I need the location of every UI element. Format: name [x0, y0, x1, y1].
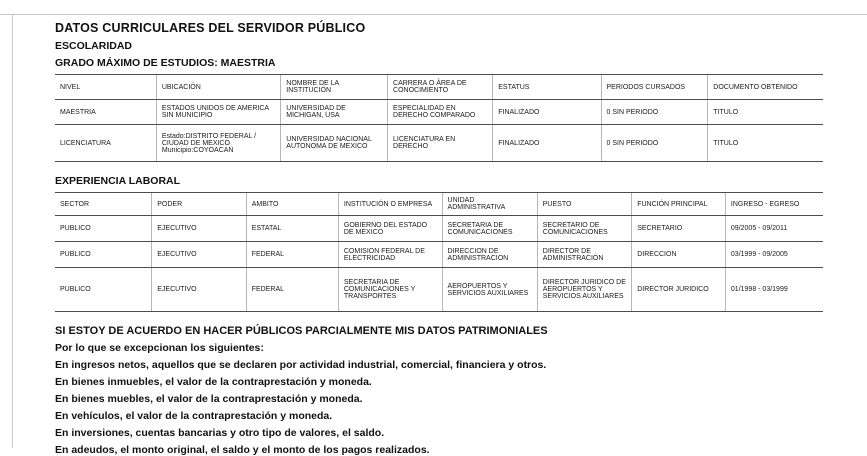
column-header: NOMBRE DE LA INSTITUCIÓN: [281, 75, 388, 100]
column-header: PUESTO: [537, 193, 631, 216]
grado-maximo-heading: GRADO MÁXIMO DE ESTUDIOS: MAESTRIA: [55, 57, 276, 69]
document-content: [55, 21, 823, 456]
cell-ambito: FEDERAL: [246, 242, 338, 268]
cell-ingreso-egreso: 03/1999 - 09/2005: [725, 242, 823, 268]
exception-item: En adeudos, el monto original, el saldo y el monto de los pagos realizados.: [55, 444, 430, 456]
cell-periodos: 0 SIN PERIODO: [601, 100, 708, 125]
cell-documento: TITULO: [708, 100, 823, 125]
exception-item: En bienes muebles, el valor de la contraprestación y moneda.: [55, 393, 363, 405]
page-title: DATOS CURRICULARES DEL SERVIDOR PÚBLICO: [55, 21, 366, 35]
cell-institucion: UNIVERSIDAD DE MICHIGAN, USA: [281, 100, 388, 125]
cell-carrera: ESPECIALIDAD EN DERECHO COMPARADO: [388, 100, 493, 125]
patrimoniales-title: SI ESTOY DE ACUERDO EN HACER PÚBLICOS PARCIALMENTE MIS DATOS PATRIMONIALES: [55, 325, 548, 337]
cell-ingreso-egreso: 01/1998 - 03/1999: [725, 268, 823, 312]
cell-institucion: GOBIERNO DEL ESTADO DE MEXICO: [338, 216, 442, 242]
experiencia-header-row: [55, 193, 823, 216]
cell-nivel: LICENCIATURA: [55, 125, 156, 162]
cell-institucion: COMISION FEDERAL DE ELECTRICIDAD: [338, 242, 442, 268]
cell-unidad: SECRETARIA DE COMUNICACIONES: [442, 216, 537, 242]
cell-carrera: LICENCIATURA EN DERECHO: [388, 125, 493, 162]
cell-ubicacion: ESTADOS UNIDOS DE AMERICA SIN MUNICIPIO: [156, 100, 280, 125]
escolaridad-heading: ESCOLARIDAD: [55, 40, 133, 52]
cell-puesto: DIRECTOR JURIDICO DE AEROPUERTOS Y SERVICIOS AUXILIARES: [537, 268, 631, 312]
cell-funcion: DIRECCION: [632, 242, 726, 268]
experiencia-heading: EXPERIENCIA LABORAL: [55, 175, 181, 187]
column-header: INSTITUCIÓN O EMPRESA: [338, 193, 442, 216]
cell-sector: PUBLICO: [55, 268, 152, 312]
cell-estatus: FINALIZADO: [493, 100, 601, 125]
cell-funcion: DIRECTOR JURIDICO: [632, 268, 726, 312]
table-row: [55, 242, 823, 268]
cell-ingreso-egreso: 09/2005 - 09/2011: [725, 216, 823, 242]
cell-poder: EJECUTIVO: [152, 242, 246, 268]
cell-puesto: DIRECTOR DE ADMINISTRACIÓN: [537, 242, 631, 268]
patrimoniales-section: [55, 325, 823, 456]
cell-documento: TITULO: [708, 125, 823, 162]
column-header: NIVEL: [55, 75, 156, 100]
column-header: SECTOR: [55, 193, 152, 216]
cell-ambito: ESTATAL: [246, 216, 338, 242]
patrimoniales-intro: Por lo que se excepcionan los siguientes:: [55, 342, 264, 354]
experiencia-table: [55, 192, 823, 312]
cell-sector: PUBLICO: [55, 242, 152, 268]
column-header: PODER: [152, 193, 246, 216]
cell-nivel: MAESTRIA: [55, 100, 156, 125]
cell-sector: PUBLICO: [55, 216, 152, 242]
exception-item: En bienes inmuebles, el valor de la contraprestación y moneda.: [55, 376, 372, 388]
cell-ambito: FEDERAL: [246, 268, 338, 312]
cell-institucion: UNIVERSIDAD NACIONAL AUTONOMA DE MEXICO: [281, 125, 388, 162]
column-header: ESTATUS: [493, 75, 601, 100]
table-row: [55, 100, 823, 125]
cell-poder: EJECUTIVO: [152, 268, 246, 312]
exception-item: En ingresos netos, aquellos que se declaren por actividad industrial, comercial, financiera y otros.: [55, 359, 547, 371]
cell-puesto: SECRETARIO DE COMUNICACIONES: [537, 216, 631, 242]
exception-item: En inversiones, cuentas bancarias y otro tipo de valores, el saldo.: [55, 427, 385, 439]
cell-poder: EJECUTIVO: [152, 216, 246, 242]
column-header: DOCUMENTO OBTENIDO: [708, 75, 823, 100]
column-header: UNIDAD ADMINISTRATIVA: [442, 193, 537, 216]
column-header: PERIODOS CURSADOS: [601, 75, 708, 100]
page-left-rule: [12, 14, 13, 448]
cell-funcion: SECRETARIO: [632, 216, 726, 242]
table-row: [55, 268, 823, 312]
column-header: UBICACIÓN: [156, 75, 280, 100]
escolaridad-table: [55, 74, 823, 162]
table-row: [55, 125, 823, 162]
cell-unidad: AEROPUERTOS Y SERVICIOS AUXILIARES: [442, 268, 537, 312]
escolaridad-header-row: [55, 75, 823, 100]
column-header: AMBITO: [246, 193, 338, 216]
column-header: CARRERA O ÁREA DE CONOCIMIENTO: [388, 75, 493, 100]
cell-unidad: DIRECCION DE ADMINISTRACION: [442, 242, 537, 268]
cell-ubicacion: Estado:DISTRITO FEDERAL / CIUDAD DE MEXICO Municipio:COYOACAN: [156, 125, 280, 162]
page-top-rule: [0, 14, 867, 15]
cell-institucion: SECRETARIA DE COMUNICACIONES Y TRANSPORTES: [338, 268, 442, 312]
table-row: [55, 216, 823, 242]
cell-estatus: FINALIZADO: [493, 125, 601, 162]
exception-item: En vehículos, el valor de la contraprestación y moneda.: [55, 410, 333, 422]
column-header: FUNCIÓN PRINCIPAL: [632, 193, 726, 216]
cell-periodos: 0 SIN PERIODO: [601, 125, 708, 162]
column-header: INGRESO - EGRESO: [725, 193, 823, 216]
